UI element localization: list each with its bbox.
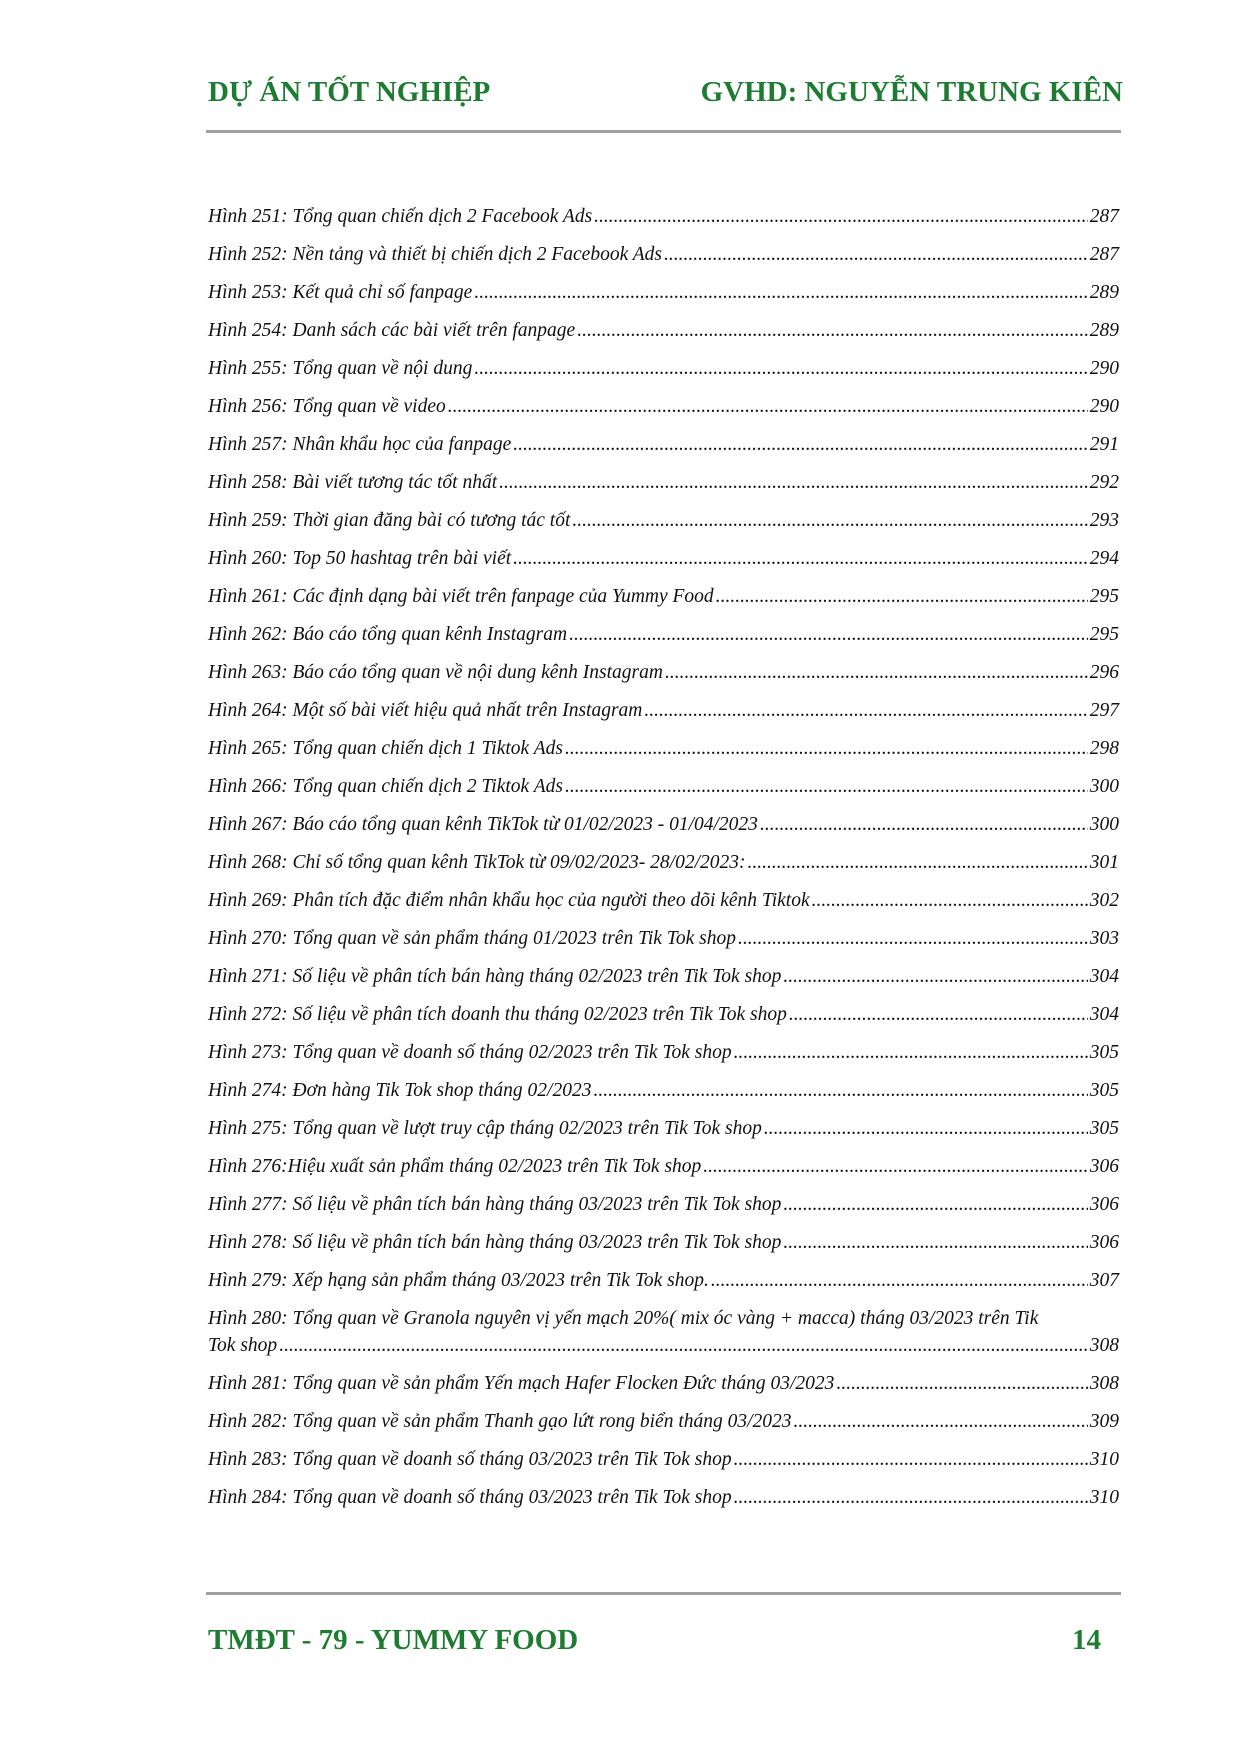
toc-leader-dots [572, 507, 1087, 534]
toc-entry-label: Hình 261: Các định dạng bài viết trên fanpage của Yummy Food [208, 586, 714, 607]
toc-leader-dots [783, 963, 1087, 990]
toc-entry-page: 296 [1089, 662, 1119, 683]
toc-entry[interactable] [208, 1115, 1119, 1142]
toc-leader-dots [593, 1077, 1087, 1104]
toc-leader-dots [783, 1229, 1087, 1256]
toc-entry[interactable] [208, 1267, 1119, 1294]
toc-leader-dots [644, 697, 1087, 724]
toc-entry-label: Hình 251: Tổng quan chiến dịch 2 Facebook Ads [208, 206, 593, 227]
toc-entry-label: Hình 280: Tổng quan về Granola nguyên vị yến mạch 20%( mix óc vàng + macca) tháng 03/2023 trên Tik [208, 1308, 1039, 1329]
toc-entry[interactable] [208, 1077, 1119, 1104]
toc-entry[interactable] [208, 773, 1119, 800]
toc-entry-page: 295 [1089, 586, 1119, 607]
toc-entry-label: Hình 274: Đơn hàng Tik Tok shop tháng 02/2023 [208, 1080, 592, 1101]
toc-entry-continuation [208, 1332, 1119, 1359]
toc-entry-label: Hình 257: Nhân khẩu học của fanpage [208, 434, 512, 455]
toc-entry-label: Hình 271: Số liệu về phân tích bán hàng tháng 02/2023 trên Tik Tok shop [208, 966, 782, 987]
toc-entry-page: 294 [1089, 548, 1119, 569]
toc-leader-dots [711, 1267, 1088, 1294]
toc-leader-dots [569, 621, 1088, 648]
toc-entry-label: Hình 276:Hiệu xuất sản phẩm tháng 02/2023 trên Tik Tok shop [208, 1156, 702, 1177]
toc-entry-page: 287 [1089, 244, 1119, 265]
header-advisor: GVHD: NGUYỄN TRUNG KIÊN [700, 75, 1123, 108]
toc-entry-label: Hình 275: Tổng quan về lượt truy cập tháng 02/2023 trên Tik Tok shop [208, 1118, 762, 1139]
toc-entry-label: Hình 278: Số liệu về phân tích bán hàng tháng 03/2023 trên Tik Tok shop [208, 1232, 782, 1253]
toc-entry-label: Hình 256: Tổng quan về video [208, 396, 446, 417]
toc-entry-label: Hình 279: Xếp hạng sản phẩm tháng 03/2023 trên Tik Tok shop. [208, 1270, 709, 1291]
toc-entry-page: 306 [1089, 1194, 1119, 1215]
toc-entry[interactable] [208, 355, 1119, 382]
toc-entry-label: Hình 284: Tổng quan về doanh số tháng 03/2023 trên Tik Tok shop [208, 1487, 732, 1508]
toc-leader-dots [474, 279, 1087, 306]
toc-entry-page: 303 [1089, 928, 1119, 949]
toc-entry-label: Hình 263: Báo cáo tổng quan về nội dung kênh Instagram [208, 662, 663, 683]
toc-entry-label: Hình 262: Báo cáo tổng quan kênh Instagram [208, 624, 568, 645]
toc-entry[interactable] [208, 735, 1119, 762]
toc-leader-dots [794, 1408, 1088, 1435]
toc-entry[interactable] [208, 925, 1119, 952]
toc-leader-dots [565, 773, 1088, 800]
toc-entry-page: 302 [1089, 890, 1119, 911]
toc-leader-dots [734, 1039, 1088, 1066]
toc-entry[interactable] [208, 963, 1119, 990]
toc-leader-dots [594, 203, 1088, 230]
toc-entry[interactable] [208, 621, 1119, 648]
toc-entry-page: 300 [1089, 814, 1119, 835]
toc-leader-dots [665, 659, 1088, 686]
toc-leader-dots [748, 849, 1088, 876]
toc-entry-label: Hình 252: Nền tảng và thiết bị chiến dịch 2 Facebook Ads [208, 244, 663, 265]
toc-entry-label: Hình 268: Chỉ số tổng quan kênh TikTok từ 09/02/2023- 28/02/2023: [208, 852, 746, 873]
toc-entry-page: 308 [1089, 1335, 1119, 1356]
toc-entry-label: Hình 266: Tổng quan chiến dịch 2 Tiktok Ads [208, 776, 563, 797]
page-number: 14 [1072, 1623, 1101, 1656]
header-title: DỰ ÁN TỐT NGHIỆP [208, 75, 491, 108]
toc-entry-page: 305 [1089, 1118, 1119, 1139]
toc-entry-page: 309 [1089, 1411, 1119, 1432]
toc-entry[interactable] [208, 811, 1119, 838]
toc-entry-page: 290 [1089, 396, 1119, 417]
toc-leader-dots [577, 317, 1088, 344]
toc-entry-page: 310 [1089, 1487, 1119, 1508]
toc-entry[interactable] [208, 431, 1119, 458]
toc-leader-dots [734, 1484, 1088, 1511]
toc-leader-dots [513, 431, 1087, 458]
toc-entry[interactable] [208, 317, 1119, 344]
toc-entry-label: Hình 264: Một số bài viết hiệu quả nhất trên Instagram [208, 700, 643, 721]
toc-entry[interactable] [208, 545, 1119, 572]
table-of-figures [208, 203, 1119, 1522]
toc-entry-page: 305 [1089, 1080, 1119, 1101]
toc-entry-page: 304 [1089, 1004, 1119, 1025]
toc-entry-label: Hình 267: Báo cáo tổng quan kênh TikTok từ 01/02/2023 - 01/04/2023 [208, 814, 758, 835]
toc-leader-dots [448, 393, 1088, 420]
toc-entry-label: Hình 260: Top 50 hashtag trên bài viết [208, 548, 512, 569]
toc-entry-label: Hình 255: Tổng quan về nội dung [208, 358, 473, 379]
toc-leader-dots [734, 1446, 1088, 1473]
toc-leader-dots [764, 1115, 1088, 1142]
page-footer [208, 1620, 1101, 1660]
toc-entry-page: 293 [1089, 510, 1119, 531]
toc-leader-dots [789, 1001, 1088, 1028]
toc-entry[interactable] [208, 1191, 1119, 1218]
toc-entry-label: Hình 273: Tổng quan về doanh số tháng 02/2023 trên Tik Tok shop [208, 1042, 732, 1063]
toc-leader-dots [812, 887, 1088, 914]
toc-entry[interactable] [208, 507, 1119, 534]
toc-leader-dots [716, 583, 1088, 610]
toc-entry[interactable] [208, 1305, 1119, 1359]
toc-entry-page: 306 [1089, 1156, 1119, 1177]
toc-entry[interactable] [208, 697, 1119, 724]
toc-entry[interactable] [208, 1153, 1119, 1180]
toc-entry-page: 298 [1089, 738, 1119, 759]
toc-entry-page: 305 [1089, 1042, 1119, 1063]
toc-entry-label: Hình 277: Số liệu về phân tích bán hàng tháng 03/2023 trên Tik Tok shop [208, 1194, 782, 1215]
toc-entry-page: 310 [1089, 1449, 1119, 1470]
toc-entry-label: Hình 282: Tổng quan về sản phẩm Thanh gạo lứt rong biển tháng 03/2023 [208, 1411, 792, 1432]
toc-entry[interactable] [208, 583, 1119, 610]
toc-leader-dots [499, 469, 1088, 496]
toc-entry[interactable] [208, 1001, 1119, 1028]
toc-entry-label: Hình 265: Tổng quan chiến dịch 1 Tiktok Ads [208, 738, 563, 759]
header-divider [206, 130, 1121, 133]
toc-entry-page: 287 [1089, 206, 1119, 227]
toc-entry-page: 300 [1089, 776, 1119, 797]
footer-divider [206, 1592, 1121, 1595]
toc-entry[interactable] [208, 659, 1119, 686]
toc-entry-label: Hình 272: Số liệu về phân tích doanh thu tháng 02/2023 trên Tik Tok shop [208, 1004, 787, 1025]
toc-leader-dots [738, 925, 1088, 952]
toc-entry-label: Hình 270: Tổng quan về sản phẩm tháng 01/2023 trên Tik Tok shop [208, 928, 736, 949]
toc-entry-page: 306 [1089, 1232, 1119, 1253]
toc-entry[interactable] [208, 1484, 1119, 1511]
toc-entry-label: Hình 259: Thời gian đăng bài có tương tác tốt [208, 510, 571, 531]
toc-entry[interactable] [208, 1446, 1119, 1473]
toc-leader-dots [760, 811, 1088, 838]
toc-entry-page: 290 [1089, 358, 1119, 379]
toc-entry-page: 289 [1089, 282, 1119, 303]
footer-project: TMĐT - 79 - YUMMY FOOD [208, 1623, 579, 1656]
toc-leader-dots [565, 735, 1088, 762]
toc-entry[interactable] [208, 393, 1119, 420]
toc-entry[interactable] [208, 1370, 1119, 1397]
toc-entry-label: Hình 283: Tổng quan về doanh số tháng 03/2023 trên Tik Tok shop [208, 1449, 732, 1470]
toc-entry-label: Hình 253: Kết quả chỉ số fanpage [208, 282, 473, 303]
toc-leader-dots [279, 1332, 1088, 1359]
toc-leader-dots [664, 241, 1088, 268]
toc-entry-page: 297 [1089, 700, 1119, 721]
toc-entry[interactable] [208, 469, 1119, 496]
toc-leader-dots [783, 1191, 1087, 1218]
toc-leader-dots [474, 355, 1087, 382]
toc-entry-label: Hình 281: Tổng quan về sản phẩm Yến mạch Hafer Flocken Đức tháng 03/2023 [208, 1373, 835, 1394]
toc-entry-page: 291 [1089, 434, 1119, 455]
toc-entry[interactable] [208, 1039, 1119, 1066]
toc-entry-page: 301 [1089, 852, 1119, 873]
toc-entry-page: 307 [1089, 1270, 1119, 1291]
toc-entry-label: Hình 258: Bài viết tương tác tốt nhất [208, 472, 498, 493]
toc-entry-label: Hình 254: Danh sách các bài viết trên fanpage [208, 320, 576, 341]
toc-leader-dots [513, 545, 1088, 572]
toc-leader-dots [703, 1153, 1087, 1180]
toc-entry[interactable] [208, 241, 1119, 268]
toc-entry[interactable] [208, 887, 1119, 914]
toc-entry-label-cont: Tok shop [208, 1335, 278, 1356]
toc-entry-page: 308 [1089, 1373, 1119, 1394]
toc-entry[interactable] [208, 849, 1119, 876]
toc-entry-page: 295 [1089, 624, 1119, 645]
toc-entry[interactable] [208, 279, 1119, 306]
toc-entry[interactable] [208, 203, 1119, 230]
toc-entry[interactable] [208, 1229, 1119, 1256]
toc-entry-page: 289 [1089, 320, 1119, 341]
toc-entry-page: 292 [1089, 472, 1119, 493]
toc-entry-label: Hình 269: Phân tích đặc điểm nhân khẩu học của người theo dõi kênh Tiktok [208, 890, 810, 911]
page-header [208, 72, 1123, 112]
toc-entry-page: 304 [1089, 966, 1119, 987]
toc-entry[interactable] [208, 1408, 1119, 1435]
toc-leader-dots [836, 1370, 1087, 1397]
